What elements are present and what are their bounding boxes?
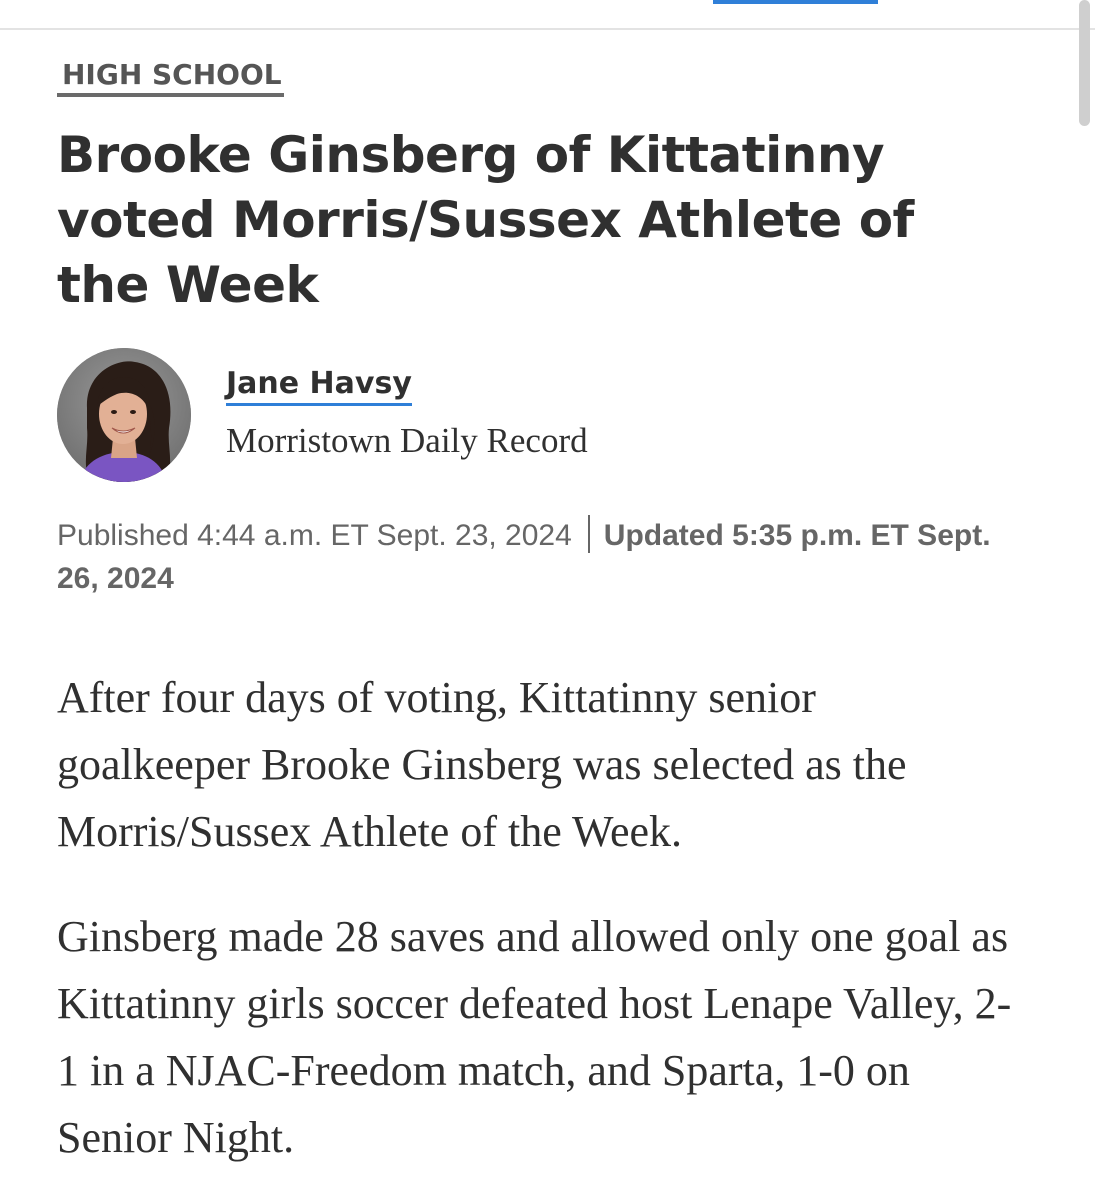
active-nav-indicator: [713, 0, 878, 4]
author-name-link[interactable]: Jane Havsy: [226, 366, 412, 406]
top-nav-bar: [0, 0, 1095, 30]
section-link[interactable]: HIGH SCHOOL: [57, 58, 284, 97]
scrollbar[interactable]: [1075, 0, 1095, 1200]
updated-date: Updated 5:35 p.m. ET Sept. 26, 2024: [57, 519, 991, 595]
date-separator: [588, 515, 590, 553]
author-outlet: Morristown Daily Record: [226, 421, 588, 460]
author-photo-icon: [57, 348, 191, 482]
published-date: Published 4:44 a.m. ET Sept. 23, 2024: [57, 519, 572, 552]
article-content: [57, 40, 1037, 1171]
article-headline: Brooke Ginsberg of Kittatinny voted Morris/Sussex Athlete of the Week: [57, 126, 914, 314]
byline: [57, 348, 1037, 488]
dateline: [57, 514, 1037, 600]
scrollbar-thumb[interactable]: [1079, 0, 1090, 126]
article-paragraph: After four days of voting, Kittatinny senior goalkeeper Brooke Ginsberg was selected as the Morris/Sussex Athlete of the Week.: [57, 673, 907, 856]
author-avatar[interactable]: [57, 348, 191, 482]
article-paragraph: Ginsberg made 28 saves and allowed only one goal as Kittatinny girls soccer defeated host Lenape Valley, 2-1 in a NJAC-Freedom match, and Sparta, 1-0 on Senior Night.: [57, 912, 1012, 1162]
